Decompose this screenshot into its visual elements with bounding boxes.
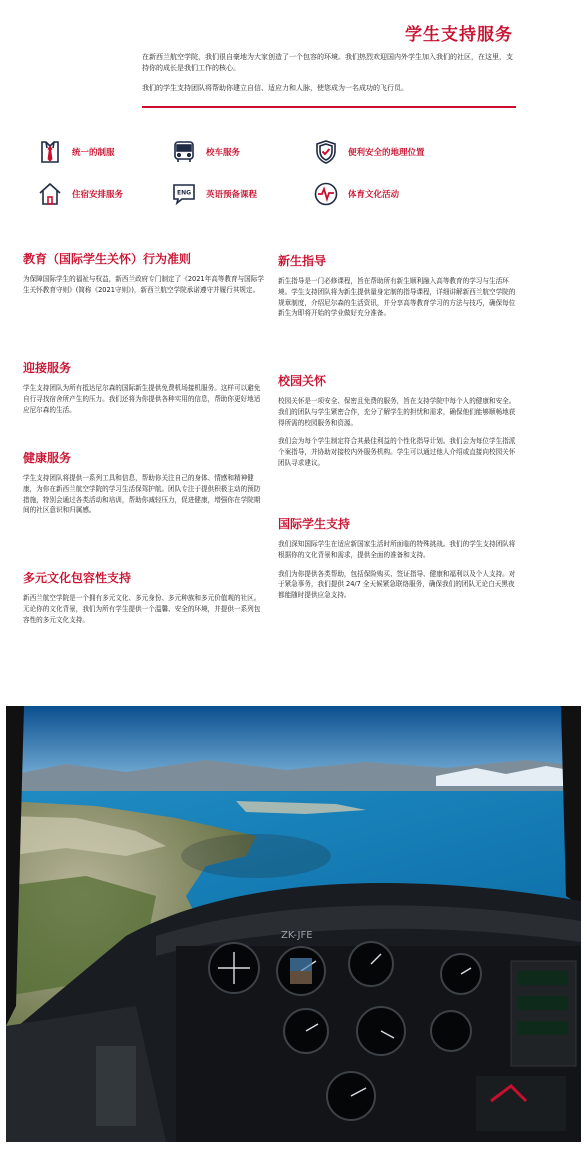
house-icon [36,180,64,208]
section-heading: 教育（国际学生关怀）行为准则 [23,252,192,266]
section-diversity [23,570,264,633]
section-body: 学生支持团队将提供一系列工具和信息，帮助你关注自己的身体、情感和精神健康，为你在新西兰航空学院的学习生活保驾护航。团队专注于提供积极主动的预防措施，特别会通过各类活动和培训，帮助你减轻压力，促进健康，增强你在学院期间的社区意识和归属感。 [23,474,261,515]
section-airport-pickup [23,360,264,423]
section-body-1: 校园关怀是一项安全、保密且免费的服务，旨在支持学院中每个人的健康和安全。我们的团队与学生紧密合作，充分了解学生的担忧和需求，确保他们能够顺畅地获得所需的校园服务和资源。 [278,397,516,427]
section-heading: 新生指导 [278,254,327,268]
service-label: 体育文化活动 [348,190,400,200]
service-accommodation [36,180,123,208]
uniform-tie-icon [36,138,64,166]
section-heading: 迎接服务 [23,361,72,375]
service-label: 校车服务 [206,148,241,158]
intro-divider [142,106,516,108]
section-heading: 校园关怀 [278,374,327,388]
services-grid [36,138,516,218]
shield-check-icon [312,138,340,166]
service-english [170,180,257,208]
service-label: 便利安全的地理位置 [348,148,425,158]
section-body-2: 我们会为每个学生制定符合其最佳利益的个性化指导计划。我们会为每位学生指派个案指导，并协助对接校内外服务机构。学生可以通过他人介绍或直接向校园关怀团队寻求建议。 [278,437,516,467]
cockpit-view-photo [6,706,581,1142]
section-body: 新西兰航空学院是一个拥有多元文化、多元身份、多元种族和多元价值观的社区。无论你的文化背景，我们为所有学生提供一个温馨、安全的环境，并提供一系列包容性的多元文化支持。 [23,594,261,624]
eng-speech-icon [170,180,198,208]
page-title: 学生支持服务 [405,25,513,45]
intro [142,52,518,103]
service-activities [312,180,399,208]
section-heading: 国际学生支持 [278,517,351,531]
section-body-1: 我们深知国际学生在适应新国家生活时所面临的特殊挑战。我们的学生支持团队将根据你的文化背景和需求，提供全面的准备和支持。 [278,540,516,559]
section-code-of-practice [23,251,264,304]
service-label: 英语预备课程 [206,190,258,200]
section-international-support [278,516,518,609]
service-label: 统一的制服 [72,148,115,158]
section-pastoral-care [278,373,518,477]
section-body: 新生指导是一门必修课程，旨在帮助所有新生顺利融入高等教育的学习与生活环境。学生支持团队将为新生提供量身定制的指导课程，详细讲解新西兰航空学院的规章制度，介绍尼尔森的生活资讯，并分享高等教育学习的方法与技巧，确保每位新生为即将开始的学业做好充分准备。 [278,277,516,318]
section-body: 学生支持团队为所有抵达尼尔森的国际新生提供免费机场接机服务。这样可以避免自行寻找宿舍所产生的压力。我们还将为你提供各种实用的信息，帮助你更好地适应尼尔森的生活。 [23,384,261,414]
service-label: 住宿安排服务 [72,190,124,200]
section-heading: 多元文化包容性支持 [23,571,132,585]
activity-pulse-icon [312,180,340,208]
intro-paragraph-1: 在新西兰航空学院，我们很自豪地为大家创造了一个包容的环境。我们热烈欢迎国内外学生加入我们的社区，在这里，支持你的成长是我们工作的核心。 [142,53,513,72]
service-uniform [36,138,115,166]
intro-paragraph-2: 我们的学生支持团队将帮助你建立自信、适应力和人脉，使您成为一名成功的飞行员。 [142,84,408,92]
section-health [23,450,264,524]
registration-text: ZK-JFE [281,930,313,941]
section-heading: 健康服务 [23,451,72,465]
service-bus [170,138,240,166]
bus-icon [170,138,198,166]
section-body-2: 我们为你提供各类帮助，包括保险购买、签证指导、健康和福利以及个人支持。对于紧急事务，我们提供 24/7 全天候紧急联络服务，确保我们的团队无论白天黑夜都能随时提供应急支持。 [278,569,516,600]
section-orientation [278,253,518,327]
eng-icon-text: ENG [176,189,192,197]
service-location [312,138,425,166]
section-body: 为保障国际学生的福祉与权益，新西兰政府专门制定了《2021年高等教育与国际学生关怀教育守则》(简称《2021守则》)，新西兰航空学院承诺遵守并履行其规定。 [23,275,264,294]
